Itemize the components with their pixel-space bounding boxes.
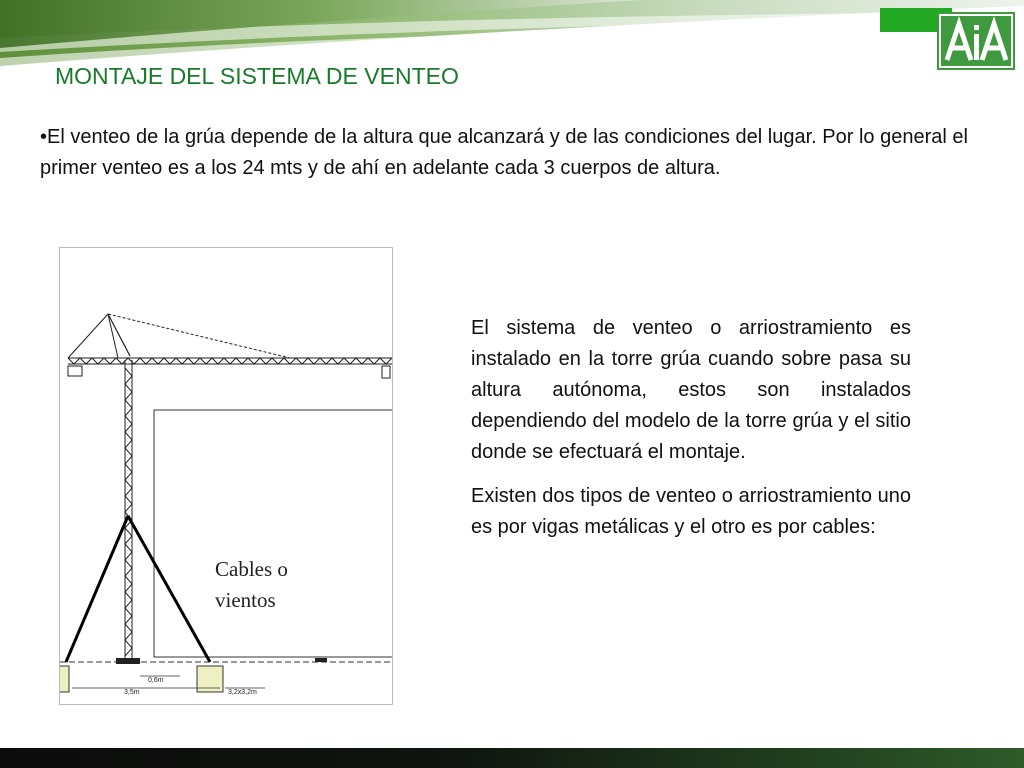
- dimension-label: 3,2x3,2m: [228, 689, 257, 696]
- page-title: MONTAJE DEL SISTEMA DE VENTEO: [55, 63, 459, 89]
- intro-paragraph: •El venteo de la grúa depende de la altura que alcanzará y de las condiciones del lugar. Por lo general el primer venteo es a los 24 mts y de ahí en adelante cada 3 cuerpos de altura.: [40, 126, 968, 179]
- cables-label: Cables o vientos: [215, 557, 288, 612]
- footer-band: [0, 748, 1024, 768]
- crane-jib: [68, 314, 393, 378]
- anchor-block-left: [60, 666, 69, 692]
- dimension-label: 0,6m: [148, 677, 164, 684]
- crane-drawing: [59, 247, 393, 705]
- dimension-label: 3,5m: [124, 689, 140, 696]
- header-swoosh-band: [0, 0, 1024, 70]
- description-paragraph: Existen dos tipos de venteo o arriostramiento uno es por vigas metálicas y el otro es por cables:: [471, 485, 911, 538]
- building-outline: [154, 410, 393, 657]
- aia-logo: [937, 12, 1015, 70]
- crane-mast: [125, 360, 132, 662]
- description-paragraph: El sistema de venteo o arriostramiento es instalado en la torre grúa cuando sobre pasa su altura autónoma, estos son instalados dependiendo del modelo de la torre grúa y el sitio donde se efectuará el montaje.: [471, 317, 911, 463]
- description-text: [471, 313, 911, 556]
